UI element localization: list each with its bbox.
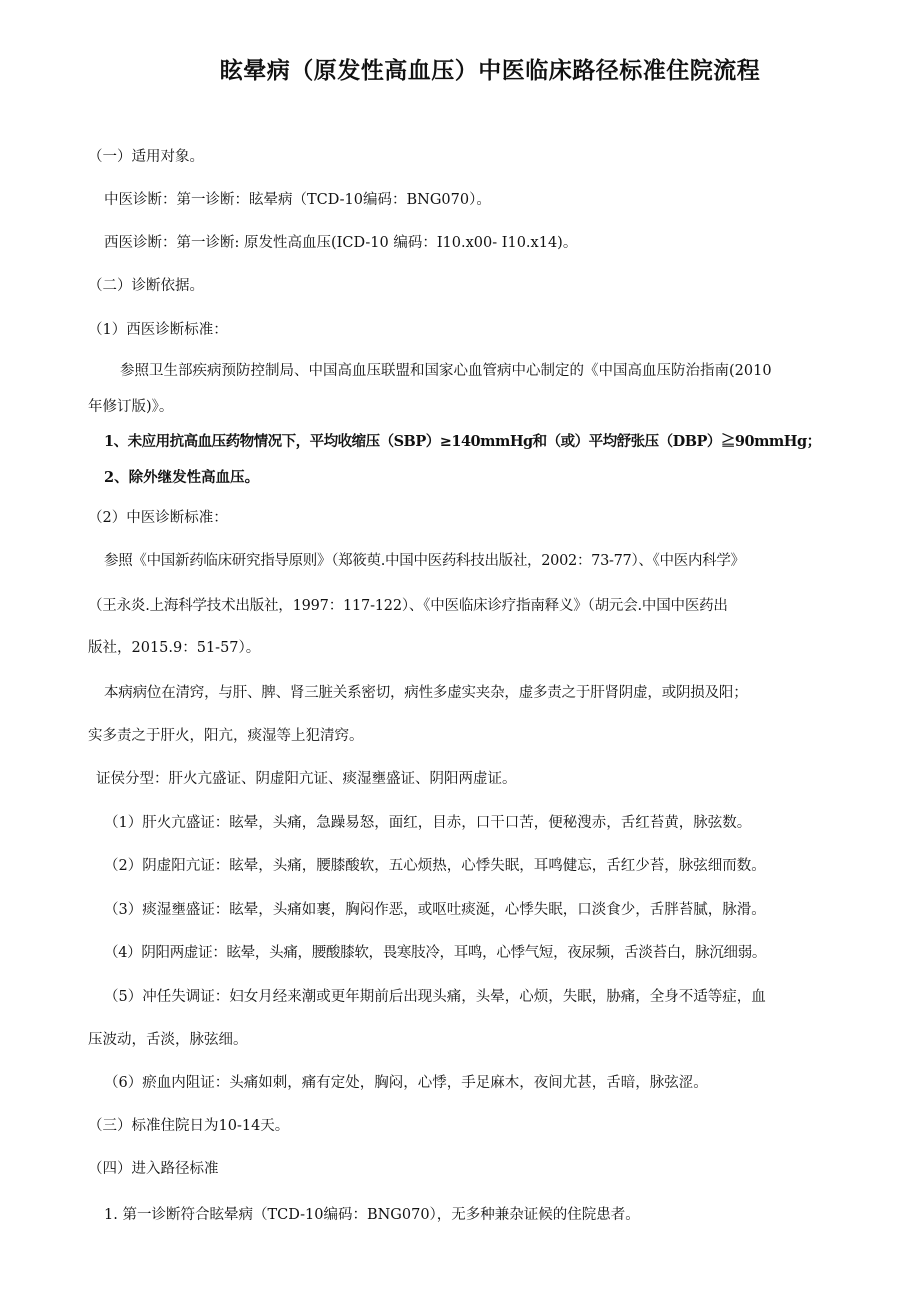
syndrome-item: （1）肝火亢盛证：眩晕，头痛，急躁易怒，面红，目赤，口干口苦，便秘溲赤，舌红苔黄，脉弦数。: [104, 815, 752, 831]
subheading-tcm-criteria: （2）中医诊断标准：: [88, 510, 228, 526]
syndrome-item: （3）痰湿壅盛证：眩晕，头痛如裹，胸闷作恶，或呕吐痰涎，心悸失眠，口淡食少，舌胖苔腻，脉滑。: [104, 902, 766, 918]
syndrome-item: （2）阴虚阳亢证：眩晕，头痛，腰膝酸软，五心烦热，心悸失眠，耳鸣健忘，舌红少苔，脉弦细而数。: [104, 858, 766, 874]
paragraph-line: 版社，2015.9：51-57）。: [88, 640, 261, 656]
section-heading-4: （四）进入路径标准: [88, 1161, 219, 1177]
paragraph-line: 年修订版)》。: [88, 399, 174, 415]
syndrome-item: （5）冲任失调证：妇女月经来潮或更年期前后出现头痛，头晕，心烦，失眠，胁痛，全身不适等症，血: [104, 989, 766, 1005]
document-title: 眩晕病（原发性高血压）中医临床路径标准住院流程: [219, 58, 761, 84]
section-heading-1: （一）适用对象。: [88, 149, 204, 165]
syndrome-item: （4）阴阳两虚证：眩晕，头痛，腰酸膝软，畏寒肢冷，耳鸣，心悸气短，夜尿频，舌淡苔白，脉沉细弱。: [104, 945, 767, 961]
syndrome-item-cont: 压波动，舌淡，脉弦细。: [88, 1032, 248, 1048]
syndrome-types: 证侯分型：肝火亢盛证、阴虚阳亢证、痰湿壅盛证、阴阳两虚证。: [96, 771, 517, 787]
criterion-item: 1、未应用抗高血压药物情况下，平均收缩压（SBP）≥140mmHg和（或）平均舒张压（DBP）≧90mmHg；: [104, 433, 821, 450]
subheading-western-criteria: （1）西医诊断标准：: [88, 322, 228, 338]
syndrome-item: （6）瘀血内阻证：头痛如刺，痛有定处，胸闷，心悸，手足麻木，夜间尤甚，舌暗，脉弦涩。: [104, 1075, 708, 1091]
tcm-diagnosis: 中医诊断：第一诊断：眩晕病（TCD-10编码：BNG070）。: [104, 192, 491, 208]
entry-criterion: 1. 第一诊断符合眩晕病（TCD-10编码：BNG070），无多种兼杂证候的住院患者。: [104, 1207, 640, 1223]
paragraph-line: （王永炎.上海科学技术出版社，1997：117-122）、《中医临床诊疗指南释义》（胡元会.中国中医药出: [88, 598, 728, 614]
paragraph-line: 本病病位在清窍，与肝、脾、肾三脏关系密切，病性多虚实夹杂，虚多责之于肝肾阴虚，或阴损及阳；: [104, 685, 748, 701]
paragraph-line: 参照卫生部疾病预防控制局、中国高血压联盟和国家心血管病中心制定的《中国高血压防治指南(2010: [120, 363, 772, 379]
section-heading-2: （二）诊断依据。: [88, 278, 204, 294]
section-heading-3: （三）标准住院日为10-14天。: [88, 1118, 290, 1134]
criterion-item: 2、除外继发性高血压。: [104, 469, 260, 486]
paragraph-line: 参照《中国新药临床研究指导原则》（郑筱萸.中国中医药科技出版社，2002：73-77）、《中医内科学》: [104, 553, 745, 569]
western-diagnosis: 西医诊断：第一诊断: 原发性高血压(ICD-10 编码：I10.x00- I10.x14)。: [104, 235, 578, 251]
paragraph-line: 实多责之于肝火，阳亢，痰湿等上犯清窍。: [88, 728, 364, 744]
